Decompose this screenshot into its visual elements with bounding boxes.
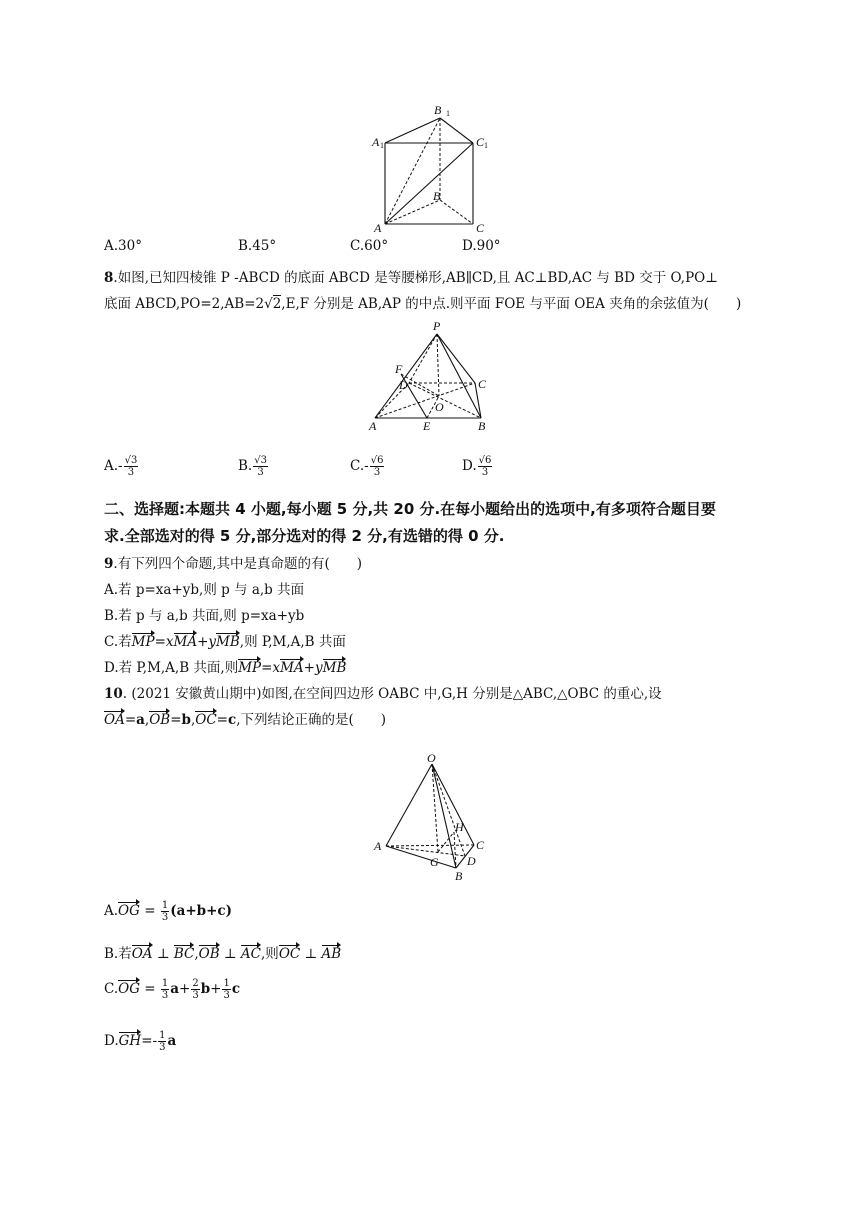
- label-C1: C: [476, 135, 485, 149]
- label-A1: A: [372, 135, 380, 149]
- q10-tetrahedron-figure: [370, 750, 495, 885]
- label-B: B: [455, 869, 463, 883]
- q8-option-a[interactable]: A.- $\frac{√3}{3}$: [104, 455, 138, 478]
- q9-option-a[interactable]: A.若 p=xa+yb,则 p 与 a,b 共面: [104, 582, 305, 598]
- q8-option-d[interactable]: D. $\frac{√6}{3}$: [462, 455, 492, 478]
- q7-option-a[interactable]: A.30°: [104, 238, 142, 254]
- q10-stem-line2: OA=a,OB=b,OC=c,下列结论正确的是( ): [104, 712, 387, 728]
- q7-option-b[interactable]: B.45°: [238, 238, 277, 254]
- q7-option-c[interactable]: C.60°: [350, 238, 389, 254]
- q9-option-c[interactable]: C.若MP=xMA+yMB,则 P,M,A,B 共面: [104, 634, 346, 650]
- label-A: A: [374, 221, 382, 235]
- label-D: D: [399, 378, 408, 392]
- q7-option-d[interactable]: D.90°: [462, 238, 501, 254]
- q9-stem: 9.有下列四个命题,其中是真命题的有( ): [104, 556, 363, 572]
- section2-heading-line2: 求.全部选对的得 5 分,部分选对的得 2 分,有选错的得 0 分.: [104, 527, 505, 545]
- label-O: O: [435, 400, 444, 414]
- label-F: F: [395, 362, 403, 376]
- q9-option-b[interactable]: B.若 p 与 a,b 共面,则 p=xa+yb: [104, 608, 305, 624]
- label-B: B: [478, 419, 486, 433]
- q7-prism-figure: [360, 100, 500, 235]
- label-C: C: [476, 838, 485, 852]
- label-B: B: [433, 189, 441, 203]
- label-A: A: [374, 839, 382, 853]
- label-P: P: [433, 319, 441, 333]
- label-B1: B: [434, 103, 442, 117]
- svg-text:1: 1: [446, 109, 450, 118]
- label-O: O: [427, 751, 436, 765]
- q10-stem-line1: 10. (2021 安徽黄山期中)如图,在空间四边形 OABC 中,G,H 分别是△ABC,△OBC 的重心,设: [104, 686, 662, 702]
- q8-stem-line1: 8.如图,已知四棱锥 P -ABCD 的底面 ABCD 是等腰梯形,AB∥CD,且 AC⊥BD,AC 与 BD 交于 O,PO⊥: [104, 270, 718, 286]
- label-H: H: [455, 820, 464, 834]
- label-D: D: [467, 854, 476, 868]
- q8-stem-line2: 底面 ABCD,PO=2,AB=2√2,E,F 分别是 AB,AP 的中点.则平面 FOE 与平面 OEA 夹角的余弦值为( ): [104, 296, 742, 312]
- label-G: G: [430, 855, 439, 869]
- q10-option-a[interactable]: A.OG = $\frac{1}{3}$ (a+b+c): [104, 900, 232, 923]
- q8-option-c[interactable]: C.- $\frac{√6}{3}$: [350, 455, 384, 478]
- svg-text:1: 1: [380, 141, 384, 150]
- q8-pyramid-figure: [365, 318, 500, 438]
- section2-heading-line1: 二、选择题:本题共 4 小题,每小题 5 分,共 20 分.在每小题给出的选项中,有多项符合题目要: [104, 500, 716, 518]
- label-E: E: [423, 419, 431, 433]
- q10-option-c[interactable]: C.OG = $\frac{1}{3}$ a+ $\frac{2}{3}$ b+ $\frac{1}{3}$ c: [104, 978, 241, 1001]
- label-C: C: [476, 221, 485, 235]
- q10-option-d[interactable]: D.GH=- $\frac{1}{3}$ a: [104, 1030, 177, 1053]
- svg-text:1: 1: [484, 141, 488, 150]
- q8-option-b[interactable]: B. $\frac{√3}{3}$: [238, 455, 267, 478]
- label-A: A: [369, 419, 377, 433]
- label-C: C: [478, 377, 487, 391]
- q10-option-b[interactable]: B.若OA ⊥ BC,OB ⊥ AC,则OC ⊥ AB: [104, 946, 342, 962]
- q9-option-d[interactable]: D.若 P,M,A,B 共面,则MP=xMA+yMB: [104, 660, 347, 676]
